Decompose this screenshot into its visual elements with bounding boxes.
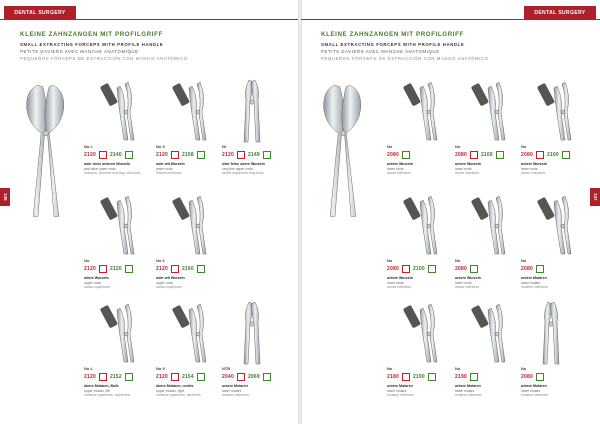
description-es: raíces superiores muy finas	[222, 171, 264, 175]
description-en: very fine upper roots	[222, 167, 253, 171]
checkbox-icon	[171, 151, 179, 159]
product-code: Nr	[222, 144, 227, 149]
checkbox-icon	[536, 265, 544, 273]
checkbox-icon	[536, 151, 544, 159]
forceps-image	[156, 192, 216, 258]
page-number: 136	[0, 188, 10, 206]
product-code: No	[84, 258, 90, 263]
catalog-number: 2190	[455, 374, 467, 380]
description-en: lower roots	[521, 167, 538, 171]
description-en: upper roots	[84, 281, 102, 285]
description-de: untere Molaren	[521, 384, 547, 388]
catalog-number: 2120	[109, 266, 122, 272]
checkbox-icon	[171, 373, 179, 381]
product-code: No	[455, 258, 461, 263]
description-en: lower roots	[387, 167, 404, 171]
product-code: No	[521, 144, 527, 149]
description-de: untere Molaren	[521, 276, 547, 280]
product-code: No	[455, 144, 461, 149]
description-en: upper roots	[156, 281, 174, 285]
product-code: No	[387, 144, 393, 149]
catalog-number: 2160	[181, 266, 194, 272]
description-en: lower roots	[455, 281, 472, 285]
page-title: KLEINE ZAHNZANGEN MIT PROFILGRIFF	[20, 31, 163, 38]
checkbox-icon	[237, 373, 245, 381]
description-en: lower molars	[521, 281, 541, 285]
catalog-number: 2149	[247, 152, 260, 158]
description-en: lower molars	[222, 389, 242, 393]
checkbox-icon	[99, 151, 107, 159]
forceps-image	[521, 192, 581, 258]
forceps-image	[521, 78, 581, 144]
description-es: raíces inferiores	[455, 171, 480, 175]
product-code: NTR	[222, 366, 231, 371]
description-de: untere Molaren	[455, 384, 481, 388]
checkbox-icon	[125, 265, 133, 273]
checkbox-icon	[470, 373, 478, 381]
description-en: lower roots	[156, 167, 173, 171]
description-en: lower molars	[521, 389, 541, 393]
overview-forceps-image	[311, 70, 375, 230]
subtitle-fr: PETITS DAVIERS AVEC MANCHE ANATOMIQUE	[321, 49, 440, 54]
description-es: molares inferiores	[521, 393, 548, 397]
description-es: Incisivos, Wurzeln und ang. inferiores	[84, 171, 141, 175]
description-en: lower molars	[387, 389, 407, 393]
description-de: untere Molaren	[222, 384, 248, 388]
forceps-image	[156, 300, 216, 366]
catalog-number: 2158	[181, 152, 194, 158]
description-es: raíces inferiores	[455, 285, 480, 289]
checkbox-icon	[496, 151, 504, 159]
forceps-image	[84, 300, 144, 366]
description-de: untere Wurzeln	[455, 162, 481, 166]
product-code: No	[521, 258, 527, 263]
subtitle-es: PEQUEÑOS FÓRCEPS DE EXTRACCIÓN CON MANGO ANATÓMICO	[321, 56, 489, 61]
catalog-number: 2120	[156, 152, 168, 158]
checkbox-icon	[197, 151, 205, 159]
catalog-number: 2080	[521, 374, 533, 380]
checkbox-icon	[470, 151, 478, 159]
subtitle-es: PEQUEÑOS FÓRCEPS DE EXTRACCIÓN CON MANGO ANATÓMICO	[20, 56, 188, 61]
page-number: 137	[590, 188, 600, 206]
checkbox-icon	[562, 151, 570, 159]
catalog-number: 2040	[222, 374, 234, 380]
description-es: molares superiores, izquierdos	[84, 393, 131, 397]
checkbox-icon	[536, 373, 544, 381]
checkbox-icon	[263, 373, 271, 381]
checkbox-icon	[402, 151, 410, 159]
forceps-image	[387, 78, 447, 144]
product-code: No	[387, 258, 393, 263]
catalog-number: 2120	[156, 374, 168, 380]
description-es: raíces superiores	[156, 285, 183, 289]
forceps-image	[387, 192, 447, 258]
catalog-number: 2069	[247, 374, 260, 380]
catalog-number: 2080	[521, 152, 533, 158]
checkbox-icon	[402, 265, 410, 273]
description-es: molares inferiores	[222, 393, 249, 397]
forceps-image	[156, 78, 216, 144]
product-code: No	[521, 366, 527, 371]
checkbox-icon	[263, 151, 271, 159]
description-de: untere Wurzeln	[387, 276, 413, 280]
description-de: obere Molaren, Bulb	[84, 384, 119, 388]
description-en: upper molars, right	[156, 389, 185, 393]
header-rule	[301, 19, 600, 20]
description-es: molares inferiores	[521, 285, 548, 289]
checkbox-icon	[99, 265, 107, 273]
description-es: raíces inferiores	[387, 285, 412, 289]
catalog-number: 2080	[455, 266, 467, 272]
checkbox-icon	[99, 373, 107, 381]
forceps-image	[455, 192, 515, 258]
catalog-number: 2120	[156, 266, 168, 272]
checkbox-icon	[171, 265, 179, 273]
left-page	[0, 0, 299, 424]
catalog-number: 2120	[84, 374, 96, 380]
description-de: obere Wurzeln	[84, 276, 109, 280]
catalog-number: 2120	[84, 152, 96, 158]
description-de: untere Wurzeln	[387, 162, 413, 166]
catalog-number: 2120	[84, 266, 96, 272]
description-de: untere Molaren	[387, 384, 413, 388]
forceps-image	[387, 300, 447, 366]
catalog-number: 2154	[181, 374, 194, 380]
catalog-number: 2080	[455, 152, 467, 158]
catalog-number: 2190	[412, 374, 425, 380]
description-de: oder wtl Wurzeln	[156, 276, 185, 280]
description-en: and other lower roots	[84, 167, 116, 171]
description-en: lower molars	[455, 389, 475, 393]
overview-forceps-image	[14, 70, 78, 230]
catalog-number: 2080	[521, 266, 533, 272]
description-es: raíces inferiores	[387, 171, 412, 175]
catalog-number: 2100	[546, 152, 559, 158]
checkbox-icon	[237, 151, 245, 159]
checkbox-icon	[470, 265, 478, 273]
forceps-image	[84, 192, 144, 258]
right-page	[301, 0, 600, 424]
forceps-image	[222, 78, 282, 144]
catalog-number: 2152	[109, 374, 122, 380]
catalog-number: 2080	[387, 266, 399, 272]
description-de: obere Molaren, rechts	[156, 384, 194, 388]
checkbox-icon	[402, 373, 410, 381]
subtitle-en: SMALL EXTRACTING FORCEPS WITH PROFILE HANDLE	[321, 42, 465, 47]
description-es: molares superiores, derechos	[156, 393, 201, 397]
checkbox-icon	[125, 151, 133, 159]
catalog-number: 2140	[109, 152, 122, 158]
product-code: No L	[84, 144, 93, 149]
section-header: DENTAL SURGERY	[4, 6, 76, 20]
description-de: untere Wurzeln	[455, 276, 481, 280]
catalog-number: 2100	[480, 152, 493, 158]
product-code: No L	[84, 366, 93, 371]
section-header: DENTAL SURGERY	[524, 6, 596, 20]
catalog-number: 2080	[387, 152, 399, 158]
page-title: KLEINE ZAHNZANGEN MIT PROFILGRIFF	[321, 31, 464, 38]
checkbox-icon	[197, 373, 205, 381]
catalog-number: 2180	[387, 374, 399, 380]
description-es: raíces superiores	[84, 285, 111, 289]
catalog-number: 2100	[412, 266, 425, 272]
description-de: untere Wurzeln	[521, 162, 547, 166]
description-es: molares inferiores	[387, 393, 414, 397]
product-code: No	[387, 366, 393, 371]
forceps-image	[84, 78, 144, 144]
catalog-number: 2120	[222, 152, 234, 158]
product-code: No 9	[156, 144, 165, 149]
product-code: No	[455, 366, 461, 371]
description-de: oder wtl Wurzeln	[156, 162, 185, 166]
description-en: lower roots	[455, 167, 472, 171]
description-es: molares inferiores	[455, 393, 482, 397]
subtitle-fr: PETITS DAVIERS AVEC MANCHE ANATOMIQUE	[20, 49, 139, 54]
description-de: oder feine obere Wurzeln	[222, 162, 265, 166]
checkbox-icon	[428, 373, 436, 381]
forceps-image	[222, 300, 282, 366]
forceps-image	[455, 78, 515, 144]
description-en: lower roots	[387, 281, 404, 285]
description-es: Raíces inferiores	[156, 171, 182, 175]
checkbox-icon	[197, 265, 205, 273]
product-code: No 6	[156, 258, 165, 263]
checkbox-icon	[428, 265, 436, 273]
description-de: oder Incis unteren Wurzeln	[84, 162, 131, 166]
description-en: upper molars, left	[84, 389, 111, 393]
forceps-image	[455, 300, 515, 366]
forceps-image	[521, 300, 581, 366]
subtitle-en: SMALL EXTRACTING FORCEPS WITH PROFILE HANDLE	[20, 42, 164, 47]
checkbox-icon	[125, 373, 133, 381]
description-es: raíces inferiores	[521, 171, 546, 175]
header-rule	[0, 19, 299, 20]
product-code: No 9	[156, 366, 165, 371]
